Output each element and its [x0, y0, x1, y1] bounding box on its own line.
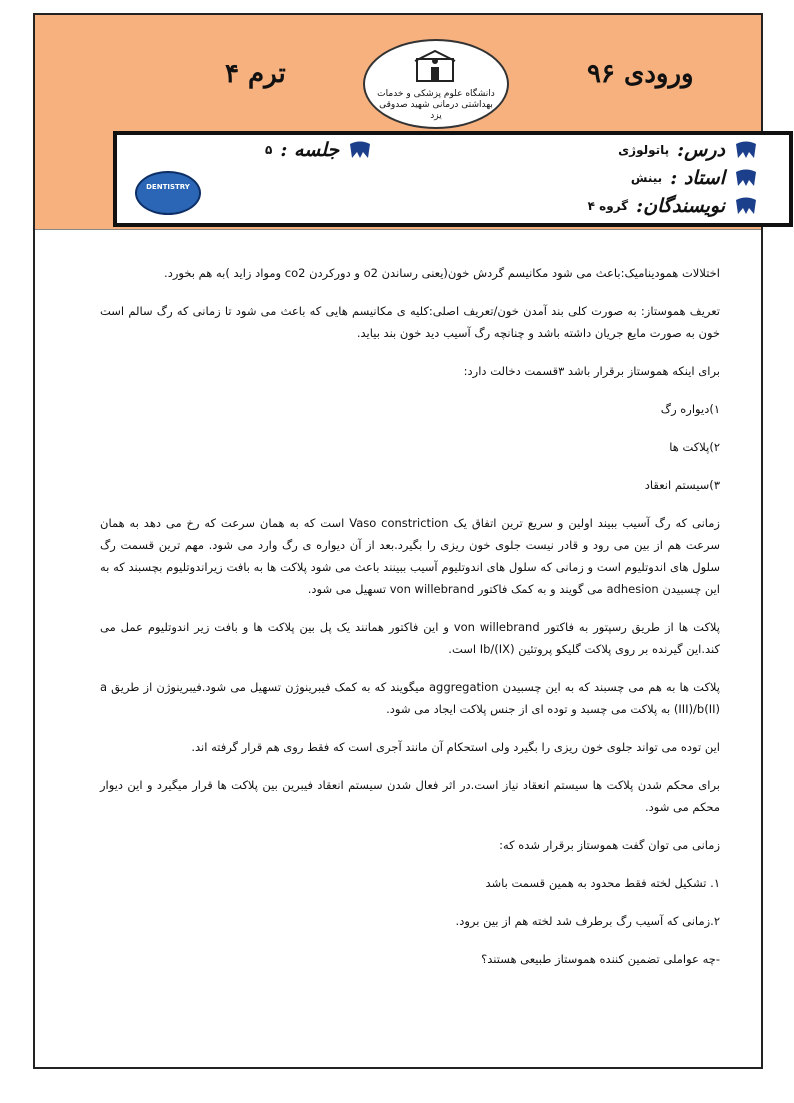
dentistry-badge	[135, 171, 201, 215]
paragraph: پلاکت ها از طریق رسپتور به فاکتور von willebrand و این فاکتور همانند یک پل بین پلاکت ها و بافت زیر اندوتلیوم عمل می کند.این گیرنده بر روی پلاکت گلیکو پروتئین (Ib/(IX است.	[100, 620, 720, 656]
instructor-value: بینش	[630, 171, 663, 185]
paragraph: برای اینکه هموستاز برقرار باشد ۳قسمت دخالت دارد:	[463, 364, 720, 378]
list-item: ۲.زمانی که آسیب رگ برطرف شد لخته هم از بین برود.	[455, 914, 720, 928]
session-label: جلسه :	[280, 139, 340, 161]
tooth-icon	[733, 196, 759, 216]
cohort-title: ورودی ۹۶	[587, 59, 694, 89]
course-label: درس:	[677, 139, 725, 161]
university-name: دانشگاه علوم پزشکی و خدمات بهداشتی درمانی شهید صدوقی یزد	[377, 89, 495, 121]
paragraph: برای محکم شدن پلاکت ها سیستم انعقاد نیاز است.در اثر فعال شدن سیستم انعقاد فیبرین بین پلاکت ها قرار میگیرد و این دیوار محکم می شود.	[100, 778, 720, 814]
instructor-label: استاد :	[670, 167, 725, 189]
term-title: ترم ۴	[225, 59, 286, 89]
instructor-row	[631, 167, 759, 189]
authors-row	[588, 195, 759, 217]
authors-label: نویسندگان:	[636, 195, 725, 217]
course-row	[618, 139, 759, 161]
paragraph: این توده می تواند جلوی خون ریزی را بگیرد ولی استحکام آن مانند آجری است که فقط روی هم قرار گرفته اند.	[191, 740, 720, 754]
badge-text: DENTISTRY	[146, 183, 190, 191]
course-info-box	[113, 131, 793, 227]
tooth-icon	[733, 140, 759, 160]
session-row	[265, 139, 373, 161]
paragraph: تعریف هموستاز: به صورت کلی بند آمدن خون/تعریف اصلی:کلیه ی مکانیسم هایی که باعث می شود تا زمانی که رگ سالم است خون به صورت مایع جریان داشته باشد و چنانچه رگ آسیب دید خون بند بیاید.	[100, 304, 720, 340]
list-item: ۱. تشکیل لخته فقط محدود به همین قسمت باشد	[485, 876, 720, 890]
paragraph: پلاکت ها به هم می چسبند که به این چسبیدن aggregation میگویند که به کمک فیبرینوژن تسهیل می شود.فیبرینوژن از طریق a (III)/b(II) به پلاکت می چسبد و توده ای از جنس پلاکت ایجاد می شود.	[100, 680, 720, 716]
tooth-icon	[733, 168, 759, 188]
tooth-icon	[347, 140, 373, 160]
authors-value: گروه ۴	[587, 199, 629, 213]
paragraph: زمانی که رگ آسیب ببیند اولین و سریع ترین اتفاق یک Vaso constriction است که به همان سرعت که رخ می دهد به همان سرعت هم از بین می رود و قادر نیست جلوی خون ریزی را بگیرد.بعد از آن دیواره ی رگ وارد می شود. مهم ترین قسمت رگ سلول های اندوتلیوم است و زمانی که سلول های اندوتلیوم آسیب ببینند باعث می شود پلاکت ها به بافت زیراندوتلیوم بچسبند که به این چسبیدن adhesion می گویند و به کمک فاکتور von willebrand تسهیل می شود.	[100, 516, 720, 596]
course-value: پاتولوژی	[618, 143, 670, 157]
session-value: ۵	[265, 143, 273, 157]
paragraph: -چه عواملی تضمین کننده هموستاز طبیعی هستند؟	[481, 952, 720, 966]
paragraph: اختلالات همودینامیک:باعث می شود مکانیسم گردش خون(یعنی رساندن o2 و دورکردن co2 ومواد زاید )به هم بخورد.	[164, 266, 720, 280]
list-item: ۱)دیواره رگ	[660, 402, 720, 416]
header-banner	[35, 15, 761, 230]
paragraph: زمانی می توان گفت هموستاز برقرار شده که:	[499, 838, 720, 852]
list-item: ۲)پلاکت ها	[669, 440, 720, 454]
list-item: ۳)سیستم انعقاد	[644, 478, 720, 492]
building-icon	[413, 49, 457, 83]
university-logo	[363, 39, 509, 129]
document-body	[100, 262, 720, 986]
